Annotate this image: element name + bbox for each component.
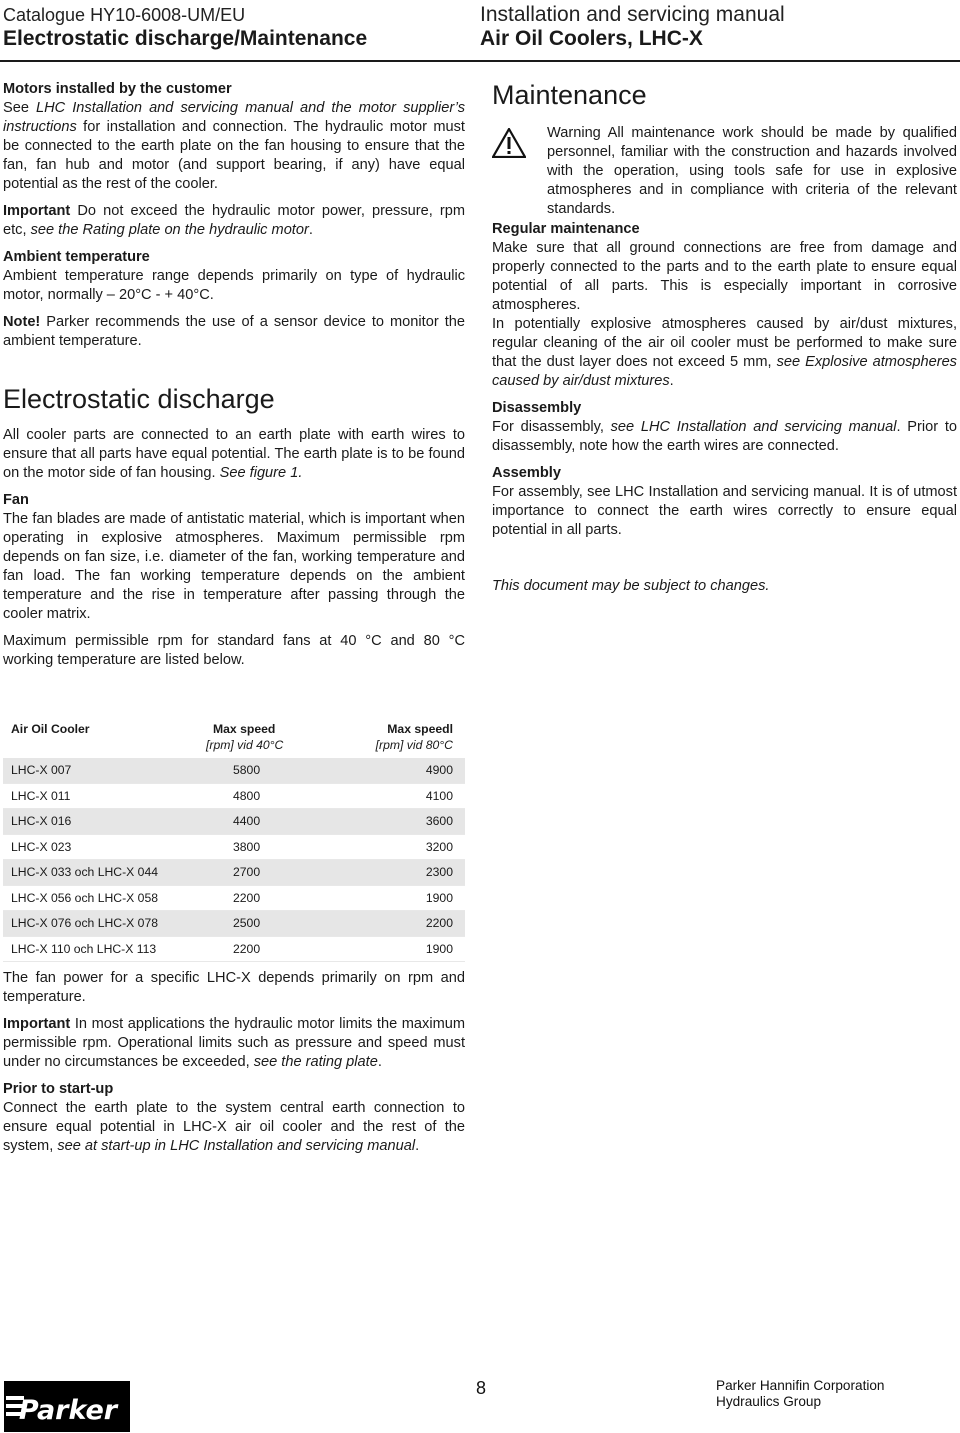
warning-triangle-icon <box>492 128 526 158</box>
important-paragraph-1 <box>3 202 465 240</box>
cell-model: LHC-X 023 <box>11 839 72 854</box>
maintenance-title: Maintenance <box>492 80 647 110</box>
ambient-heading: Ambient temperature <box>3 249 150 265</box>
cell-speed-80: 2300 <box>425 865 453 879</box>
product-title: Air Oil Coolers, LHC-X <box>480 27 703 50</box>
motors-text-a: See <box>3 100 37 116</box>
table-row <box>3 911 465 937</box>
max-rpm-paragraph: Maximum permissible rpm for standard fans at 40 °C and 80 °C working temperature are listed below. <box>3 633 465 668</box>
motors-heading: Motors installed by the customer <box>3 81 232 97</box>
es-paragraph <box>3 426 465 483</box>
subject-to-changes: This document may be subject to changes. <box>492 578 770 594</box>
important-label-1: Important <box>3 203 71 219</box>
cell-speed-40: 2700 <box>233 865 261 879</box>
electrostatic-discharge-title: Electrostatic discharge <box>3 384 275 414</box>
corporation-block <box>716 1378 885 1410</box>
corporation-name: Parker Hannifin Corporation <box>716 1378 885 1393</box>
cell-speed-40: 4800 <box>233 788 261 803</box>
cell-speed-80: 4100 <box>425 788 453 803</box>
catalogue-number: Catalogue HY10-6008-UM/EU <box>3 5 246 25</box>
ambient-paragraph: Ambient temperature range depends primarily on type of hydraulic motor, normally – 20°C - + 40°C. <box>3 268 465 303</box>
cell-speed-80: 3200 <box>425 839 453 854</box>
table-row <box>3 860 465 886</box>
table-row <box>3 937 465 963</box>
table-row <box>3 886 465 912</box>
table-row <box>3 784 465 810</box>
cell-model: LHC-X 033 och LHC-X 044 <box>11 865 158 879</box>
fan-heading: Fan <box>3 492 29 508</box>
cell-speed-40: 3800 <box>233 839 261 854</box>
col-header-cooler: Air Oil Cooler <box>11 722 90 736</box>
warning-block <box>492 124 957 220</box>
assembly-paragraph: For assembly, see LHC Installation and servicing manual. It is of utmost importance to connect the earth wires correctly to ensure equal potential in all parts. <box>492 484 957 538</box>
col-header-speed-80: Max speedl <box>387 722 453 736</box>
disassembly-paragraph <box>492 418 957 456</box>
regular-maintenance-paragraph-2 <box>492 315 957 391</box>
warning-text: Warning All maintenance work should be made by qualified personnel, familiar with the construction and hazards involved with the operation, using tools safe for use in explosive atmospheres and in compliance with criteria of the relevant standards. <box>547 125 957 217</box>
cell-speed-80: 4900 <box>425 763 453 777</box>
motors-reference: LHC Installation and servicing manual and the motor supplier’s instructions <box>3 100 465 135</box>
regular-maintenance-paragraph-1: Make sure that all ground connections are free from damage and properly connected to the parts and to the earth plate to ensure equal potential of all parts. This is especially important in corrosive atmospheres. <box>492 240 957 313</box>
motors-text-b: for installation and connection. The hydraulic motor must be connected to the earth plate on the fan housing to ensure that the fan, fan hub and motor (and support bearing, if any) have equal potential as the rest of the cooler. <box>3 119 465 192</box>
section-title: Electrostatic discharge/Maintenance <box>3 27 368 50</box>
disassembly-text-b: . Prior to disassembly, note how the earth wires are connected. <box>492 419 957 454</box>
prior-text-a: Connect the earth plate to the system central earth connection to ensure equal potential in LHC-X air oil cooler and the rest of the system, <box>3 1100 465 1154</box>
cell-model: LHC-X 110 och LHC-X 113 <box>11 941 157 956</box>
cell-speed-40: 2500 <box>233 916 261 930</box>
cell-speed-40: 5800 <box>233 763 261 777</box>
header-divider <box>0 60 960 62</box>
cell-model: LHC-X 016 <box>11 814 72 828</box>
prior-text-b: . <box>415 1138 420 1154</box>
disassembly-heading: Disassembly <box>492 400 582 416</box>
table-row <box>3 809 465 835</box>
page-number: 8 <box>476 1378 487 1398</box>
explosive-atmospheres-reference: see Explosive atmospheres caused by air/dust mixtures <box>492 354 957 389</box>
important-text-2b: . <box>377 1054 382 1070</box>
disassembly-reference: see LHC Installation and servicing manual <box>610 419 897 435</box>
important-label-2: Important <box>3 1016 71 1032</box>
fan-power-paragraph: The fan power for a specific LHC-X depends primarily on rpm and temperature. <box>3 970 465 1005</box>
es-text: All cooler parts are connected to an earth plate with earth wires to ensure that all parts have equal potential. The earth plate is to be found on the motor side of fan housing. <box>3 427 465 481</box>
left-column-top <box>3 80 465 351</box>
left-column-middle <box>3 426 465 670</box>
cell-model: LHC-X 011 <box>11 788 71 803</box>
cell-speed-80: 3600 <box>425 814 453 828</box>
parker-logo-text: Parker <box>18 1395 118 1426</box>
startup-reference: see at start-up in LHC Installation and servicing manual <box>57 1138 416 1154</box>
important-paragraph-2 <box>3 1015 465 1072</box>
table-row <box>3 758 465 784</box>
group-name: Hydraulics Group <box>716 1394 822 1409</box>
table-header <box>3 718 465 758</box>
figure-reference: See figure 1. <box>219 465 303 481</box>
cell-speed-40: 2200 <box>233 941 261 956</box>
regular-maintenance-heading: Regular maintenance <box>492 221 640 237</box>
important-text-1a: Do not exceed the hydraulic motor power, pressure, rpm etc, <box>3 203 465 238</box>
fan-speed-table <box>3 718 465 962</box>
col-subheader-speed-40: [rpm] vid 40°C <box>206 738 284 752</box>
col-subheader-speed-80: [rpm] vid 80°C <box>375 738 453 752</box>
cell-speed-40: 4400 <box>233 814 261 828</box>
cell-model: LHC-X 007 <box>11 763 72 777</box>
prior-startup-paragraph <box>3 1099 465 1156</box>
cell-speed-80: 1900 <box>425 941 453 956</box>
header-right <box>480 4 785 52</box>
note-paragraph <box>3 313 465 351</box>
prior-startup-heading: Prior to start-up <box>3 1081 114 1097</box>
cell-speed-80: 1900 <box>425 890 453 905</box>
disassembly-text-a: For disassembly, <box>492 419 611 435</box>
assembly-heading: Assembly <box>492 465 561 481</box>
cell-model: LHC-X 056 och LHC-X 058 <box>11 890 158 905</box>
left-column-bottom <box>3 969 465 1156</box>
regular-text-b: . <box>669 373 674 389</box>
rating-plate-reference-2: see the rating plate <box>253 1054 378 1070</box>
important-text-2a: In most applications the hydraulic motor limits the maximum permissible rpm. Operational limits such as pressure and speed must under no circumstances be exceeded, <box>3 1016 465 1070</box>
motors-paragraph <box>3 99 465 194</box>
rating-plate-reference: see the Rating plate on the hydraulic motor <box>30 222 309 238</box>
parker-logo <box>4 1381 130 1432</box>
cell-speed-40: 2200 <box>233 890 261 905</box>
important-text-1b: . <box>308 222 313 238</box>
note-label: Note! <box>3 314 41 330</box>
table-row <box>3 835 465 861</box>
table-body <box>3 758 465 962</box>
note-text: Parker recommends the use of a sensor device to monitor the ambient temperature. <box>3 314 465 349</box>
fan-paragraph: The fan blades are made of antistatic material, which is important when operating in explosive atmospheres. Maximum permissible rpm depends on fan size, i.e. diameter of the fan, working temperature and fan load. The fan working temperature depends on the ambient temperature and the rise in temperature after passing through the cooler matrix. <box>3 511 465 622</box>
regular-text-a: In potentially explosive atmospheres caused by air/dust mixtures, regular cleaning of the air oil cooler must be performed to make sure that the dust layer does not exceed 5 mm, <box>492 316 957 370</box>
cell-speed-80: 2200 <box>425 916 453 930</box>
manual-title: Installation and servicing manual <box>480 3 785 26</box>
header-left <box>3 4 367 52</box>
cell-model: LHC-X 076 och LHC-X 078 <box>11 916 158 930</box>
col-header-speed-40: Max speed <box>213 722 276 736</box>
right-column <box>492 80 957 596</box>
